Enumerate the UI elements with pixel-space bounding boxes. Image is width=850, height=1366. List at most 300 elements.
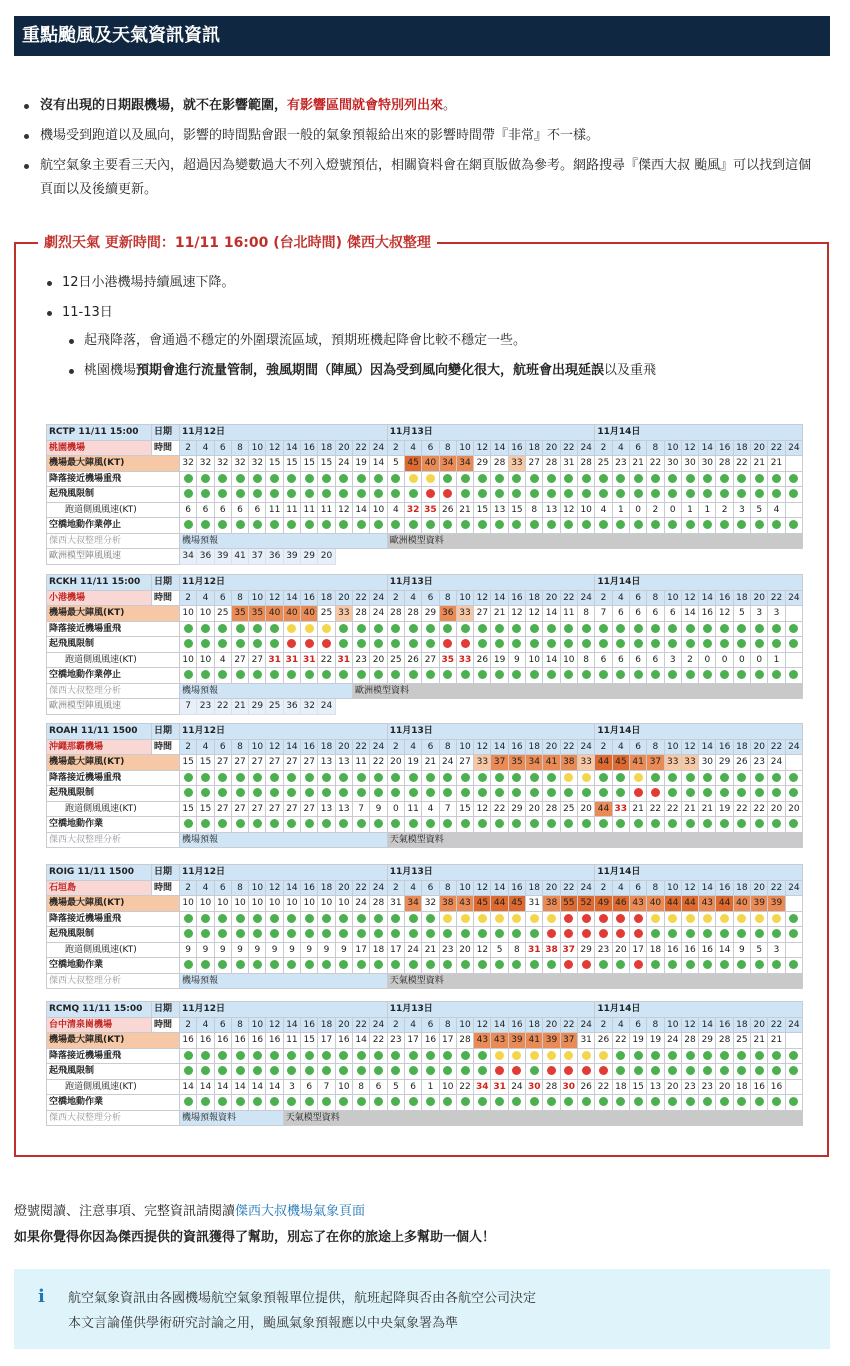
- status-dot: [305, 520, 314, 529]
- bridge-cell: [456, 518, 473, 534]
- land-cell: [231, 911, 248, 927]
- takeoff-cell: [352, 637, 369, 653]
- bridge-cell: [474, 1095, 491, 1111]
- airport-name: 沖繩那霸機場: [47, 739, 152, 755]
- takeoff-cell: [266, 927, 283, 943]
- takeoff-cell: [283, 927, 300, 943]
- gust-cell: 33: [474, 755, 491, 771]
- gust-cell: 21: [422, 755, 439, 771]
- land-cell: [439, 621, 456, 637]
- status-dot: [530, 819, 539, 828]
- hour-cell: 8: [439, 440, 456, 456]
- crosswind-cell: 14: [716, 942, 733, 958]
- gust-cell: 30: [699, 456, 716, 472]
- hour-cell: 16: [508, 880, 525, 896]
- land-cell: [664, 911, 681, 927]
- status-dot: [737, 624, 746, 633]
- status-dot: [737, 489, 746, 498]
- takeoff-cell: [352, 1064, 369, 1080]
- land-cell: [577, 911, 594, 927]
- status-dot: [512, 624, 521, 633]
- euro-cell: [716, 549, 733, 565]
- gust-cell: 5: [387, 456, 404, 472]
- crosswind-cell: 6: [249, 502, 266, 518]
- airport-weather-link[interactable]: 傑西大叔機場氣象頁面: [235, 1204, 366, 1219]
- status-dot: [582, 788, 591, 797]
- status-dot: [339, 624, 348, 633]
- takeoff-cell: [508, 487, 525, 503]
- status-dot: [374, 1097, 383, 1106]
- crosswind-cell: 0: [699, 652, 716, 668]
- date-header: 11月14日: [595, 724, 803, 740]
- crosswind-cell: 6: [370, 1079, 387, 1095]
- status-dot: [218, 819, 227, 828]
- crosswind-cell: 9: [335, 942, 352, 958]
- severe-weather-title: 劇烈天氣 更新時間：11/11 16:00 (台北時間) 傑西大叔整理: [38, 233, 437, 253]
- hour-cell: 16: [301, 880, 318, 896]
- status-dot: [720, 520, 729, 529]
- status-dot: [616, 1066, 625, 1075]
- status-dot: [443, 474, 452, 483]
- bridge-cell: [266, 817, 283, 833]
- status-dot: [772, 929, 781, 938]
- land-cell: [439, 911, 456, 927]
- bridge-cell: [318, 817, 335, 833]
- takeoff-cell: [318, 487, 335, 503]
- crosswind-cell: 21: [456, 502, 473, 518]
- takeoff-cell: [699, 786, 716, 802]
- euro-cell: [577, 699, 594, 715]
- status-dot: [253, 520, 262, 529]
- status-dot: [184, 474, 193, 483]
- status-dot: [703, 819, 712, 828]
- gust-cell: 28: [681, 1033, 698, 1049]
- hour-cell: 20: [335, 440, 352, 456]
- gust-cell: 40: [422, 456, 439, 472]
- gust-cell: 14: [543, 606, 560, 622]
- info-line-2: 本文言論僅供學術研究討論之用，颱風氣象預報應以中央氣象署為準: [68, 1316, 459, 1331]
- status-dot: [426, 1066, 435, 1075]
- status-dot: [668, 624, 677, 633]
- crosswind-label: 跑道側風風速(KT): [47, 502, 180, 518]
- gust-cell: 40: [301, 606, 318, 622]
- status-dot: [305, 474, 314, 483]
- bridge-cell: [352, 1095, 369, 1111]
- crosswind-cell: 13: [543, 502, 560, 518]
- hour-cell: 16: [716, 739, 733, 755]
- hour-cell: 22: [560, 590, 577, 606]
- gust-cell: 10: [197, 896, 214, 912]
- takeoff-cell: [231, 786, 248, 802]
- takeoff-cell: [664, 927, 681, 943]
- bridge-cell: [474, 958, 491, 974]
- gust-cell: 21: [768, 1033, 785, 1049]
- status-dot: [634, 960, 643, 969]
- status-dot: [409, 670, 418, 679]
- crosswind-cell: 10: [526, 652, 543, 668]
- date-header: 11月12日: [180, 1002, 388, 1018]
- land-cell: [751, 1048, 768, 1064]
- takeoff-cell: [474, 637, 491, 653]
- land-cell: [664, 1048, 681, 1064]
- gust-cell: 27: [266, 755, 283, 771]
- status-dot: [409, 520, 418, 529]
- status-dot: [547, 914, 556, 923]
- status-dot: [478, 520, 487, 529]
- gust-cell: 21: [768, 456, 785, 472]
- gust-cell: 35: [249, 606, 266, 622]
- status-dot: [547, 520, 556, 529]
- crosswind-cell: 26: [474, 652, 491, 668]
- hour-cell: 2: [387, 739, 404, 755]
- land-cell: [422, 471, 439, 487]
- takeoff-cell: [197, 487, 214, 503]
- bridge-cell: [318, 1095, 335, 1111]
- crosswind-cell: 17: [352, 942, 369, 958]
- status-dot: [651, 489, 660, 498]
- analysis-label: 傑西大叔整理分析: [47, 683, 180, 699]
- crosswind-cell: 5: [751, 502, 768, 518]
- status-dot: [201, 929, 210, 938]
- status-dot: [703, 929, 712, 938]
- gust-cell: 26: [733, 755, 750, 771]
- bridge-cell: [647, 518, 664, 534]
- gust-cell: 19: [647, 1033, 664, 1049]
- takeoff-cell: [439, 1064, 456, 1080]
- date-label: 日期: [152, 724, 180, 740]
- hour-cell: 10: [664, 880, 681, 896]
- euro-cell: [543, 549, 560, 565]
- crosswind-cell: 10: [577, 502, 594, 518]
- takeoff-cell: [404, 927, 421, 943]
- status-dot: [357, 1097, 366, 1106]
- takeoff-cell: [422, 487, 439, 503]
- status-dot: [772, 520, 781, 529]
- status-dot: [339, 929, 348, 938]
- takeoff-cell: [318, 786, 335, 802]
- status-dot: [512, 639, 521, 648]
- bridge-cell: [249, 958, 266, 974]
- bridge-cell: [197, 817, 214, 833]
- hour-cell: 10: [456, 440, 473, 456]
- hour-cell: 16: [508, 1017, 525, 1033]
- status-dot: [374, 474, 383, 483]
- bridge-cell: [197, 518, 214, 534]
- bridge-cell: [768, 518, 785, 534]
- land-cell: [768, 911, 785, 927]
- crosswind-cell: 20: [768, 801, 785, 817]
- land-cell: [301, 621, 318, 637]
- euro-cell: [681, 699, 698, 715]
- takeoff-cell: [785, 927, 802, 943]
- model-euro: 天氣模型資料: [387, 973, 802, 989]
- land-cell: [456, 621, 473, 637]
- gust-cell: 6: [629, 606, 646, 622]
- crosswind-label: 跑道側風風速(KT): [47, 652, 180, 668]
- status-dot: [616, 489, 625, 498]
- takeoff-cell: [526, 487, 543, 503]
- crosswind-cell: 27: [214, 801, 231, 817]
- status-dot: [599, 489, 608, 498]
- status-dot: [755, 1051, 764, 1060]
- crosswind-cell: 1: [612, 502, 629, 518]
- gust-cell: 15: [283, 456, 300, 472]
- land-cell: [301, 471, 318, 487]
- land-cell: [404, 770, 421, 786]
- status-dot: [218, 474, 227, 483]
- crosswind-cell: 21: [681, 801, 698, 817]
- takeoff-cell: [612, 927, 629, 943]
- takeoff-cell: [508, 786, 525, 802]
- takeoff-cell: [491, 927, 508, 943]
- status-dot: [270, 624, 279, 633]
- bridge-cell: [560, 668, 577, 684]
- land-cell: [612, 471, 629, 487]
- status-dot: [357, 929, 366, 938]
- takeoff-cell: [768, 1064, 785, 1080]
- status-dot: [737, 1066, 746, 1075]
- status-dot: [218, 773, 227, 782]
- bridge-cell: [301, 518, 318, 534]
- bridge-cell: [352, 817, 369, 833]
- land-cell: [318, 770, 335, 786]
- status-dot: [755, 773, 764, 782]
- euro-cell: [491, 549, 508, 565]
- takeoff-cell: [560, 637, 577, 653]
- land-cell: [785, 770, 802, 786]
- euro-cell: [352, 549, 369, 565]
- status-dot: [599, 520, 608, 529]
- hour-cell: 12: [474, 590, 491, 606]
- takeoff-cell: [526, 1064, 543, 1080]
- hour-cell: 8: [647, 880, 664, 896]
- bridge-cell: [387, 817, 404, 833]
- bridge-cell: [543, 518, 560, 534]
- status-dot: [391, 773, 400, 782]
- bridge-cell: [612, 958, 629, 974]
- hour-cell: 18: [318, 880, 335, 896]
- takeoff-cell: [647, 637, 664, 653]
- status-dot: [512, 1051, 521, 1060]
- status-dot: [287, 1066, 296, 1075]
- gust-cell: 21: [751, 1033, 768, 1049]
- crosswind-cell: 9: [197, 942, 214, 958]
- land-cell: [733, 1048, 750, 1064]
- bridge-cell: [266, 1095, 283, 1111]
- airport-code: RCMQ 11/11 15:00: [47, 1002, 152, 1018]
- bridge-cell: [681, 668, 698, 684]
- crosswind-cell: 6: [231, 502, 248, 518]
- status-dot: [495, 819, 504, 828]
- status-dot: [374, 960, 383, 969]
- takeoff-cell: [456, 487, 473, 503]
- status-dot: [426, 960, 435, 969]
- status-dot: [478, 960, 487, 969]
- status-dot: [391, 639, 400, 648]
- takeoff-cell: [283, 637, 300, 653]
- status-dot: [218, 1097, 227, 1106]
- takeoff-cell: [508, 637, 525, 653]
- takeoff-cell: [681, 637, 698, 653]
- status-dot: [253, 639, 262, 648]
- euro-cell: [439, 549, 456, 565]
- status-dot: [218, 788, 227, 797]
- euro-cell: [647, 699, 664, 715]
- gust-cell: 23: [612, 456, 629, 472]
- takeoff-cell: [387, 637, 404, 653]
- gust-cell: 10: [266, 896, 283, 912]
- land-cell: [508, 621, 525, 637]
- hour-cell: 16: [508, 590, 525, 606]
- land-cell: [716, 1048, 733, 1064]
- crosswind-cell: 7: [352, 801, 369, 817]
- date-header: 11月13日: [387, 865, 595, 881]
- gust-cell: 25: [733, 1033, 750, 1049]
- date-header: 11月12日: [180, 865, 388, 881]
- status-dot: [772, 474, 781, 483]
- box-sub-bullets: [68, 330, 798, 382]
- status-dot: [547, 1066, 556, 1075]
- status-dot: [703, 474, 712, 483]
- status-dot: [409, 489, 418, 498]
- takeoff-cell: [664, 1064, 681, 1080]
- status-dot: [270, 960, 279, 969]
- status-dot: [599, 1066, 608, 1075]
- bridge-cell: [716, 518, 733, 534]
- takeoff-cell: [508, 927, 525, 943]
- takeoff-cell: [266, 637, 283, 653]
- euro-cell: [474, 549, 491, 565]
- hour-cell: 18: [733, 440, 750, 456]
- gust-cell: 27: [526, 456, 543, 472]
- bridge-cell: [197, 1095, 214, 1111]
- euro-cell: [404, 549, 421, 565]
- status-dot: [236, 1051, 245, 1060]
- bridge-cell: [716, 1095, 733, 1111]
- hour-cell: 16: [508, 440, 525, 456]
- gust-cell: 33: [335, 606, 352, 622]
- hour-cell: 2: [595, 880, 612, 896]
- status-dot: [339, 960, 348, 969]
- crosswind-cell: 5: [491, 942, 508, 958]
- bridge-cell: [491, 668, 508, 684]
- bridge-cell: [370, 817, 387, 833]
- crosswind-cell: 15: [456, 801, 473, 817]
- euro-cell: [526, 549, 543, 565]
- gust-cell: 30: [699, 755, 716, 771]
- status-dot: [201, 960, 210, 969]
- crosswind-cell: 22: [491, 801, 508, 817]
- status-dot: [339, 773, 348, 782]
- hour-cell: 4: [612, 1017, 629, 1033]
- bridge-cell: [543, 958, 560, 974]
- hour-cell: 2: [387, 590, 404, 606]
- bridge-cell: [526, 958, 543, 974]
- hour-cell: 16: [301, 739, 318, 755]
- takeoff-cell: [231, 487, 248, 503]
- status-dot: [322, 474, 331, 483]
- status-dot: [495, 1066, 504, 1075]
- gust-label: 機場最大陣風(KT): [47, 755, 180, 771]
- land-cell: [197, 621, 214, 637]
- crosswind-cell: 14: [231, 1079, 248, 1095]
- bridge-cell: [629, 668, 646, 684]
- status-dot: [322, 819, 331, 828]
- status-dot: [512, 1066, 521, 1075]
- status-dot: [547, 773, 556, 782]
- takeoff-cell: [716, 786, 733, 802]
- gust-cell: 45: [508, 896, 525, 912]
- crosswind-cell: 14: [352, 502, 369, 518]
- status-dot: [305, 929, 314, 938]
- status-dot: [478, 1051, 487, 1060]
- gust-cell: 24: [768, 755, 785, 771]
- status-dot: [703, 1097, 712, 1106]
- crosswind-cell: 26: [404, 652, 421, 668]
- status-dot: [720, 639, 729, 648]
- euro-cell: 36: [197, 549, 214, 565]
- gust-cell: 19: [404, 755, 421, 771]
- gust-cell: 6: [664, 606, 681, 622]
- hour-cell: 20: [543, 440, 560, 456]
- bridge-cell: [595, 958, 612, 974]
- airport-table: [46, 1001, 803, 1126]
- status-dot: [599, 819, 608, 828]
- crosswind-cell: 10: [180, 652, 197, 668]
- takeoff-cell: [526, 786, 543, 802]
- model-euro: 天氣模型資料: [283, 1110, 802, 1126]
- crosswind-cell: 44: [595, 801, 612, 817]
- status-dot: [789, 520, 798, 529]
- hour-cell: 18: [526, 739, 543, 755]
- status-dot: [409, 1051, 418, 1060]
- land-cell: [318, 471, 335, 487]
- land-label: 降落接近機場重飛: [47, 1048, 180, 1064]
- status-dot: [357, 788, 366, 797]
- crosswind-cell: 6: [404, 1079, 421, 1095]
- status-dot: [443, 960, 452, 969]
- status-dot: [530, 914, 539, 923]
- gust-cell: 16: [197, 1033, 214, 1049]
- status-dot: [478, 914, 487, 923]
- bridge-cell: [422, 1095, 439, 1111]
- land-cell: [404, 621, 421, 637]
- status-dot: [236, 639, 245, 648]
- land-cell: [543, 770, 560, 786]
- gust-cell: 38: [543, 896, 560, 912]
- gust-cell: 15: [301, 1033, 318, 1049]
- gust-cell: 12: [526, 606, 543, 622]
- status-dot: [426, 489, 435, 498]
- hour-cell: 20: [335, 739, 352, 755]
- info-line-1: 航空氣象資訊由各國機場航空氣象預報單位提供，航班起降與否由各航空公司決定: [68, 1291, 537, 1306]
- status-dot: [686, 1051, 695, 1060]
- status-dot: [582, 929, 591, 938]
- status-dot: [409, 960, 418, 969]
- hour-cell: 16: [301, 1017, 318, 1033]
- status-dot: [374, 819, 383, 828]
- status-dot: [287, 819, 296, 828]
- takeoff-cell: [474, 786, 491, 802]
- status-dot: [184, 929, 193, 938]
- status-dot: [668, 819, 677, 828]
- date-label: 日期: [152, 865, 180, 881]
- status-dot: [530, 1066, 539, 1075]
- status-dot: [599, 624, 608, 633]
- crosswind-cell: 24: [404, 942, 421, 958]
- crosswind-cell: 12: [474, 942, 491, 958]
- status-dot: [512, 773, 521, 782]
